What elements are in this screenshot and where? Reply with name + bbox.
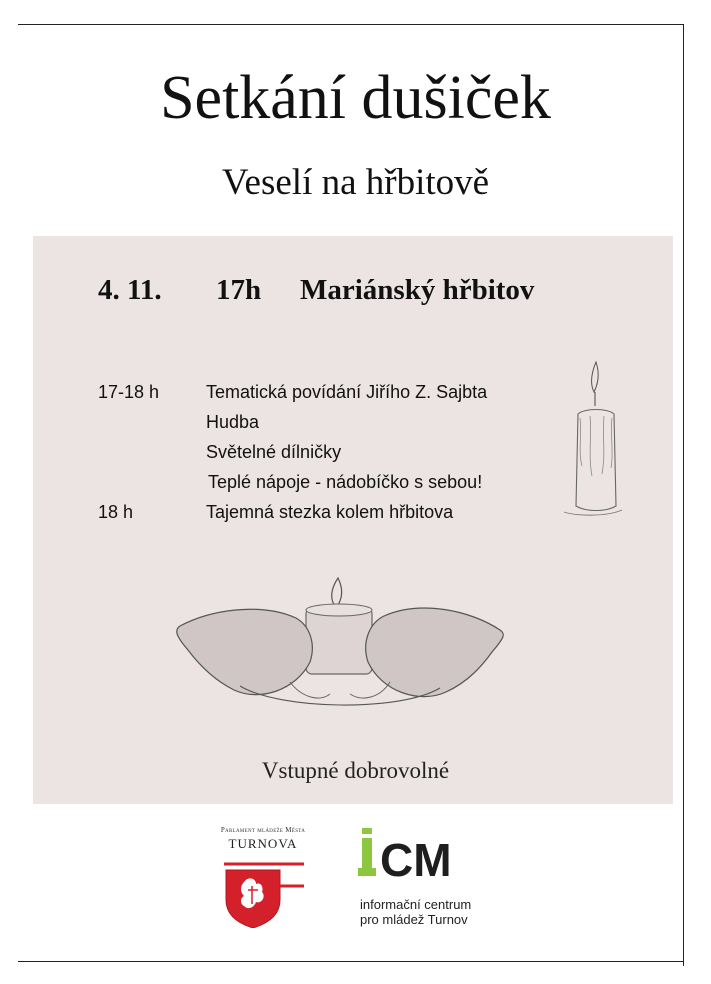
candle-drawing xyxy=(556,356,626,522)
icm-caption-line-2: pro mládež Turnov xyxy=(360,912,468,927)
schedule-activity: Teplé nápoje - nádobíčko s sebou! xyxy=(208,472,483,492)
logo-town-name: TURNOVA xyxy=(228,836,298,851)
page-border-top xyxy=(18,24,683,25)
poster-subtitle: Veselí na hřbitově xyxy=(221,162,490,203)
schedule-activity: Hudba xyxy=(206,412,260,432)
logo-caption: Parlament mládeže Města xyxy=(220,826,306,834)
event-date: 4. 11. xyxy=(98,274,162,306)
schedule-activity: Tematická povídání Jiřího Z. Sajbta xyxy=(206,382,488,402)
svg-text:CM: CM xyxy=(380,834,452,886)
schedule-time: 18 h xyxy=(98,502,134,522)
coat-of-arms-icon xyxy=(222,856,304,928)
icm-caption-line-1: informační centrum xyxy=(360,897,472,912)
icm-logo xyxy=(358,826,498,926)
schedule-time: 17-18 h xyxy=(98,382,160,402)
hands-holding-candle-drawing xyxy=(170,570,510,720)
schedule-activity: Tajemná stezka kolem hřbitova xyxy=(206,502,454,522)
event-place: Mariánský hřbitov xyxy=(300,274,535,306)
schedule-activity: Světelné dílničky xyxy=(206,442,342,462)
page-border-bottom xyxy=(18,961,684,962)
icm-mark-icon xyxy=(358,826,498,890)
event-headline xyxy=(98,271,658,309)
entrance-note: Vstupné dobrovolné xyxy=(261,758,450,783)
poster-title: Setkání dušiček xyxy=(160,64,551,132)
turnova-youth-parliament-logo xyxy=(218,826,308,926)
event-time: 17h xyxy=(216,274,262,306)
